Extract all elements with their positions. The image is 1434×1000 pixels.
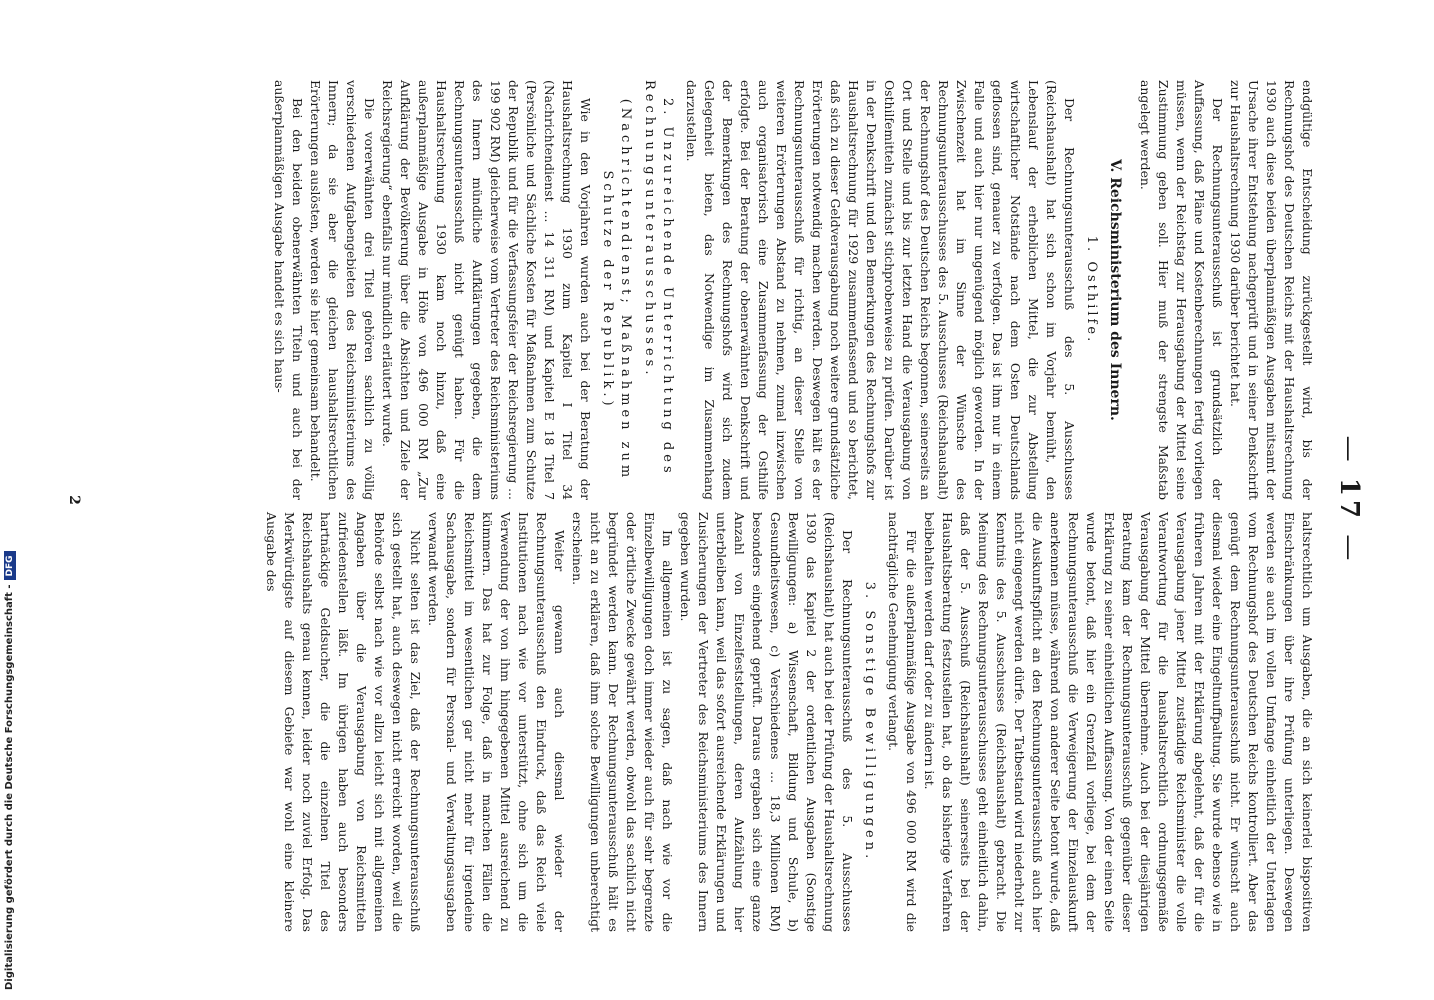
paragraph: Der Rechnungsunterausschuß des 5. Ausschusses (Reichshaushalt) hat sich schon im Vorjahr bemüht, den Lebenslauf der erheblichen Mittel, die zur Abstellung wirtschaftlicher Notstände nach dem Osten Deutschlands geflossen sind, genauer zu verfolgen. Das ist ihm nur in einem Falle und auch hier nur ungenügend möglich geworden. In der Zwischenzeit hat im Sinne der Wünsche des Rechnungsunterausschusses des 5. Ausschusses (Reichshaushalt) der Rechnungshof des Deutschen Reichs begonnen, seinerseits an Ort und Stelle und bis zur letzten Hand die Verausgabung von Osthilfemitteln zunächst stichprobenweise zu prüfen. Darüber ist in der Denkschrift und den Bemerkungen des Rechnungshofs zur Haushaltsrechnung für 1929 zusammenfassend und so berichtet, daß sich zu dieser Geldverausgabung noch weitere grundsätzliche Erörterungen notwendig machen werden. Deswegen hält es der Rechnungsunterausschuß für richtig, an dieser Stelle von weiteren Erörterungen Abstand zu nehmen, zumal inzwischen auch organisatorisch eine Zusammenfassung der Osthilfe erfolgte. Bei der Beratung der obenerwähnten Denkschrift und der Bemerkungen des Rechnungshofs wird sich zudem Gelegenheit bieten, das Notwendige im Zusammenhang darzustellen. xyxy=(684,80,1077,500)
paragraph: endgültige Entscheidung zurückgestellt wird, bis der Rechnungshof des Deutschen Reichs mit der Haushaltsrechnung 1930 auch diese beiden überplanmäßigen Ausgaben mitsamt der Ursache ihrer Entstehung nachgeprüft und in seiner Denkschrift zur Haushaltsrechnung 1930 darüber berichtet hat. xyxy=(1228,80,1315,500)
credit-text: Digitalisierung gefördert durch die Deutsche Forschungsgemeinschaft - xyxy=(4,584,15,990)
paragraph: Nicht selten ist das Ziel, daß der Rechnungsunterausschuß sich gestellt hat, auch deswegen nicht erreicht worden, weil die Behörde selbst nach wie vor allzu leicht sich mit allgemeinen Angaben über die Verausgabung von Reichsmitteln zufriedenstellen läßt. Im übrigen haben auch besonders hartnäckige Geldsucher, die die einzelnen Titel des Reichshaushalts genau kennen, leider noch zuviel Erfolg. Das Merkwürdigste auf diesem Gebiete war wohl eine kleinere Ausgabe des xyxy=(264,512,423,932)
paragraph: Die vorerwähnten drei Titel gehören sachlich zu völlig verschiedenen Aufgabengebieten des Reichsministeriums des Innern; da sie aber die gleichen haushaltsrechtlichen Erörterungen auslösten, werden sie hier gemeinsam behandelt. xyxy=(308,80,377,500)
paragraph: Für die außerplanmäßige Ausgabe von 496 000 RM wird die nachträgliche Genehmigung verlangt. xyxy=(886,512,919,932)
digitization-credit xyxy=(4,551,16,990)
signature-mark: 2 xyxy=(66,495,82,505)
subsection-title: 2. Unzureichende Unterrichtung des Rechnungsunterausschusses. xyxy=(642,80,675,477)
right-column xyxy=(262,512,1316,932)
subsection-title: 3. Sonstige Bewilligungen. xyxy=(862,581,877,863)
left-column xyxy=(270,80,1316,500)
subsection-subtitle: (Nachrichtendienst; Maßnahmen zum Schutze der Republik.) xyxy=(600,98,633,482)
page-number: 17 xyxy=(1334,477,1364,523)
paragraph: Im allgemeinen ist zu sagen, daß nach wie vor die Einzelbewilligungen doch immer wieder auch für sehr begrenzte oder örtliche Zwecke gewährt werden, obwohl das sachlich nicht begründet werden kann. Der Rechnungsunterausschuß hält es nicht an zu erklären, daß ihm solche Bewilligungen unberechtigt erscheinen. xyxy=(570,512,675,932)
page-number-header: — 17 — xyxy=(1334,435,1364,565)
paragraph: Wie in den Vorjahren wurden auch bei der Beratung der Haushaltsrechnung 1930 zum Kapitel I Titel 34 (Nachrichtendienst ... 14 311 RM) und Kapitel E 18 Titel 7 (Persönliche und Sächliche Kosten für Maßnahmen zum Schutze der Republik und für die Verfassungsfeier der Reichsregierung ... 199 902 RM) gleicherweise vom Vertreter des Reichsministeriums des Innern mündliche Aufklärungen gegeben, die dem Rechnungsunterausschuß nicht genügt haben. Für die Haushaltsrechnung 1930 kam noch hinzu, daß eine außerplanmäßige Ausgabe in Höhe von 496 000 RM „Zur Aufklärung der Bevölkerung über die Absichten und Ziele der Reichsregierung“ ebenfalls nur mündlich erläutert wurde. xyxy=(380,80,593,500)
paragraph: Der Rechnungsunterausschuß des 5. Ausschusses (Reichshaushalt) hat auch bei der Prüfung der Haushaltsrechnung 1930 das Kapitel 2 der ordentlichen Ausgaben (Sonstige Bewilligungen: a) Wissenschaft, Bildung und Schule, b) Gesundheitswesen, c) Verschiedenes ... 18,3 Millionen RM) besonders eingehend geprüft. Daraus ergaben sich eine ganze Anzahl von Einzelfeststellungen, deren Aufzählung hier unterbleiben kann, weil das sofort ausreichende Erklärungen und Zusicherungen der Vertreter des Reichsministeriums des Innern gegeben wurden. xyxy=(678,512,855,932)
subsection-title: 1. Osthilfe. xyxy=(1084,235,1099,345)
paragraph: Bei den beiden obenerwähnten Titeln und auch bei der außerplanmäßigen Ausgabe handelt es sich haus- xyxy=(272,80,305,500)
paragraph: Weiter gewann auch diesmal wieder der Rechnungsunterausschuß den Eindruck, daß das Reich viele Institutionen nach wie vor unterstützt, ohne sich um die Verwendung der von ihm hingegebenen Mittel ausreichend zu kümmern. Das hat zur Folge, daß in manchen Fällen die Reichsmittel im wesentlichen gar nicht mehr für irgendeine Sachausgabe, sondern für Personal- und Verwaltungsausgaben verwandt werden. xyxy=(426,512,567,932)
dfg-logo: DFG xyxy=(4,551,16,580)
paragraph: Der Rechnungsunterausschuß ist grundsätzlich der Auffassung, daß Pläne und Kostenberechnungen fertig vorliegen müssen, wenn der Reichstag zur Herausgabung der Mittel seine Zustimmung geben soll. Hier muß der strengste Maßstab angelegt werden. xyxy=(1138,80,1225,500)
section-title: V. Reichsministerium des Innern. xyxy=(1107,159,1123,421)
paragraph: haltsrechtlich um Ausgaben, die an sich keinerlei bispositiven Einschränkungen über ihre Prüfung unterliegen. Deswegen werden sie auch im vollen Umfange einheitlich der Unterlagen vom Rechnungshof des Deutschen Reichs kontrolliert. Aber das genügt dem Rechnungsunterausschuß nicht. Er wünscht auch diesmal wieder eine Eingeltnuffpaltung. Sie wurde ebenso wie in früheren Jahren mit der Erklärung abgelehnt, daß der für die Verausgabung jener Mittel zuständige Reichsminister die volle Verantwortung für die haushaltsrechtlich ordnungsgemäße Verausgabung der Mittel übernehme. Auch bei der diesjährigen Beratung kam der Rechnungsunterausschuß gegenüber dieser Erklärung zu seiner einheitlichen Auffassung. Von der einen Seite wurde betont, daß hier ein Grenzfall vorliege, bei dem der Rechnungsunterausschuß die Verweigerung der Einzelauskunft anerkennen müsse, während von anderer Seite betont wurde, daß die Auskunftspflicht an den Rechnungsunterausschuß auch hier nicht eingeengt werden dürfe. Der Tatbestand wird niederholt zur Kenntnis des 5. Ausschusses (Reichshaushalt) gebracht. Die Meinung des Rechnungsunterausschusses geht einheitlich dahin, daß der 5. Ausschuß (Reichshaushalt) seinerseits bei der Haushaltsberatung festzustellen hat, ob das bisherige Verfahren beibehalten werden darf oder zu ändern ist. xyxy=(922,512,1315,932)
